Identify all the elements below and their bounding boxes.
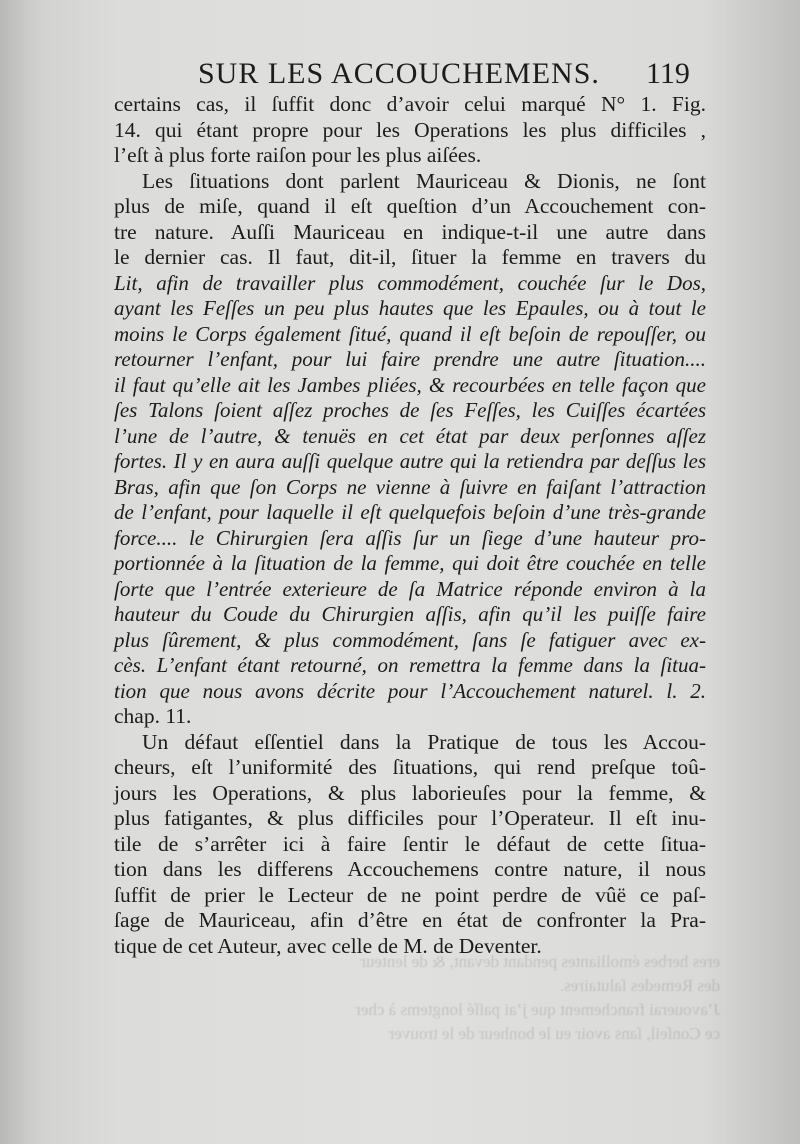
text-line: ſage de Mauriceau, afin d’être en état de confronter la Pra- [114, 908, 706, 932]
quoted-line: ayant les Feſſes un peu plus hautes que les Epaules, ou à tout le [114, 296, 706, 320]
quoted-line: il faut qu’elle ait les Jambes pliées, & recourbées en telle façon que [114, 372, 706, 397]
quoted-line: ſorte que l’entrée exterieure de ſa Matrice réponde environ à la [114, 576, 706, 601]
bleed-through-line: eres herbes émolliantes pendant devant, & de lenteur [360, 952, 720, 971]
quoted-line: tion que nous avons décrite pour l’Accouchement naturel. l. 2. [114, 678, 706, 703]
quoted-line: Lit, afin de travailler plus commodément, couchée ſur le Dos, [114, 270, 706, 295]
quoted-line: ſes Talons ſoient aſſez proches de ſes Feſſes, les Cuiſſes écartées [114, 398, 706, 422]
text-line: le dernier cas. Il faut, dit-il, ſituer la femme en travers du [114, 245, 706, 269]
quoted-line: portionnée à la ſituation de la femme, qui doit être couchée en telle [114, 551, 706, 575]
text-line: plus de miſe, quand il eſt queſtion d’un Accouchement con- [114, 194, 706, 218]
quoted-line: retourner l’enfant, pour lui faire prendre une autre ſituation.... [114, 347, 706, 371]
quoted-line: Bras, afin que ſon Corps ne vienne à ſuivre en faiſant l’attraction [114, 474, 706, 499]
quoted-line: plus ſûrement, & plus commodément, ſans ſe fatiguer avec ex- [114, 627, 706, 652]
bleed-through-line: J’avouerai franchement que j’ai paſſé longtems à cher [355, 1000, 720, 1019]
bleed-through-text [120, 950, 720, 1070]
text-line: cheurs, eſt l’uniformité des ſituations, qui rend preſque toû- [114, 755, 706, 779]
text-line: tique de cet Auteur, avec celle de M. de Deventer. [114, 933, 542, 958]
quoted-line: fortes. Il y en aura auſſi quelque autre qui la retiendra par deſſus les [114, 449, 706, 473]
quoted-line: de l’enfant, pour laquelle il eſt quelquefois beſoin d’une très-grande [114, 500, 706, 524]
quoted-line: moins le Corps également ſitué, quand il eſt beſoin de repouſſer, ou [114, 321, 706, 346]
page-number: 119 [646, 57, 690, 90]
paragraph-first-line: Un défaut eſſentiel dans la Pratique de tous les Accou- [142, 729, 706, 754]
running-title: SUR LES ACCOUCHEMENS. [198, 57, 600, 90]
text-line: 14. qui étant propre pour les Operations les plus difficiles , [114, 117, 706, 142]
quoted-line: l’une de l’autre, & tenuës en cet état par deux perſonnes aſſez [114, 423, 706, 448]
bleed-through-line: ce Conſeil, ſans avoir eu le bonheur de le trouver [388, 1024, 720, 1043]
text-line: chap. 11. [114, 704, 192, 728]
quoted-line: force.... le Chirurgien ſera aſſis ſur un ſiege d’une hauteur pro- [114, 525, 706, 550]
body-text [114, 92, 706, 959]
text-line: certains cas, il ſuffit donc d’avoir celui marqué N° 1. Fig. [114, 92, 706, 116]
text-line: ſuffit de prier le Lecteur de ne point perdre de vûë ce paſ- [114, 882, 706, 907]
quoted-line: cès. L’enfant étant retourné, on remettra la femme dans la ſitua- [114, 653, 706, 677]
text-line: l’eſt à plus forte raiſon pour les plus aiſées. [114, 143, 482, 167]
text-line: tion dans les differens Accouchemens contre nature, il nous [114, 857, 706, 881]
bleed-through-line: des Remedes ſalutaires. [559, 976, 720, 995]
text-line: tre nature. Auſſi Mauriceau en indique-t-il une autre dans [114, 219, 706, 244]
text-line: tile de s’arrêter ici à faire ſentir le défaut de cette ſitua- [114, 831, 706, 856]
text-line: jours les Operations, & plus laborieuſes pour la femme, & [114, 780, 706, 805]
text-line: plus fatigantes, & plus difficiles pour l’Operateur. Il eſt inu- [114, 806, 706, 830]
running-head [186, 56, 690, 92]
paragraph-first-line: Les ſituations dont parlent Mauriceau & Dionis, ne ſont [142, 168, 706, 193]
quoted-line: hauteur du Coude du Chirurgien aſſis, afin qu’il les puiſſe faire [114, 602, 706, 626]
